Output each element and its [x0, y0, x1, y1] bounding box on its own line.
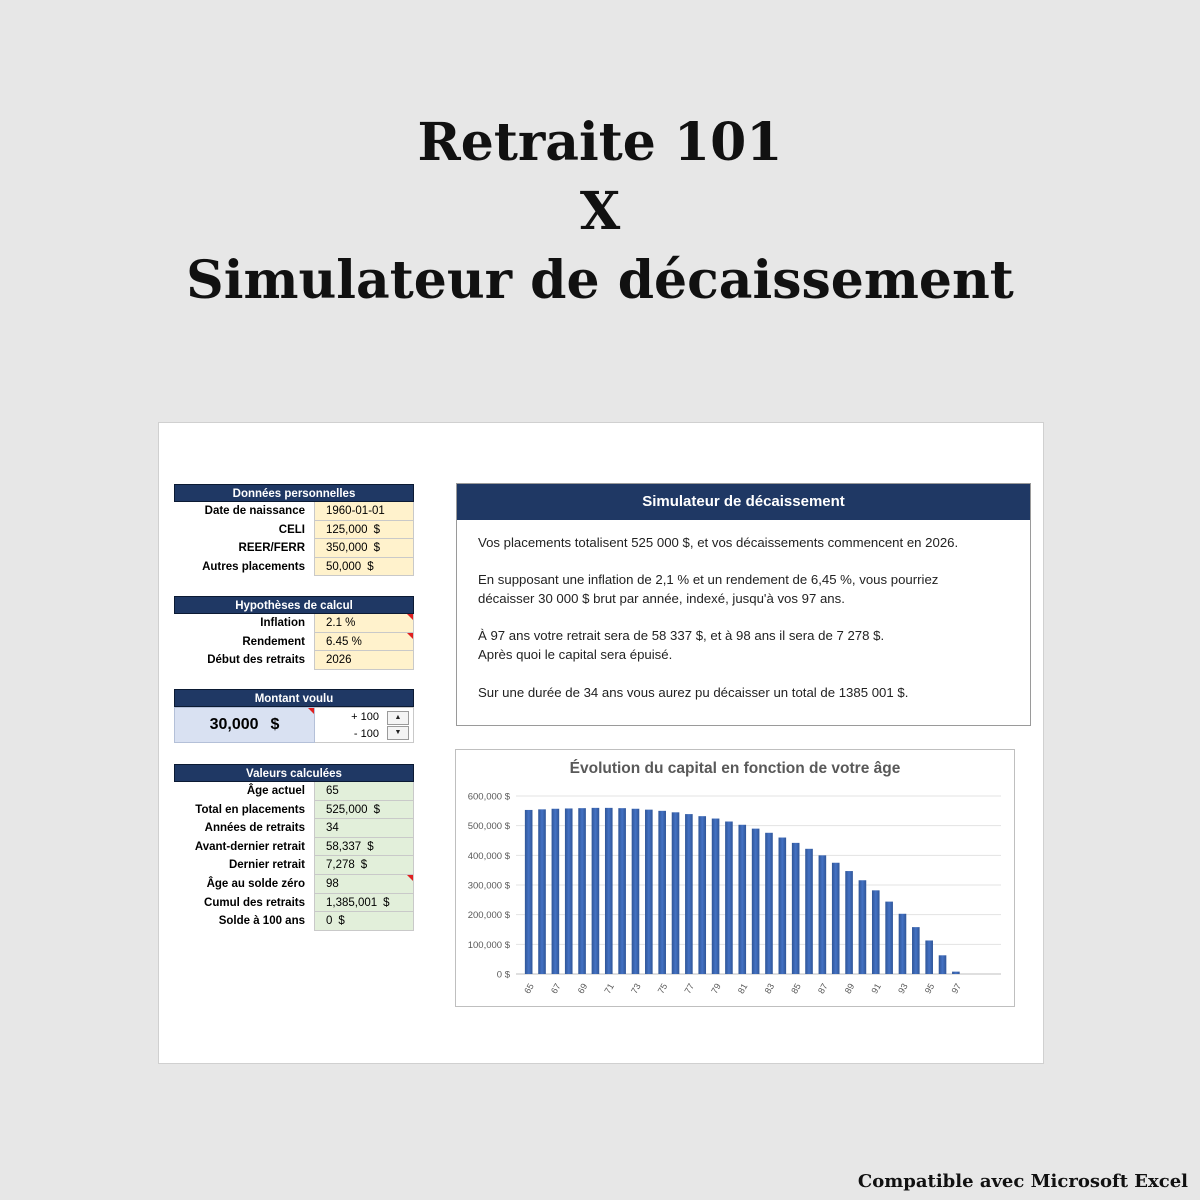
chart-bar — [725, 822, 733, 974]
y-tick-label: 300,000 $ — [467, 880, 510, 892]
chart-bar — [552, 809, 560, 974]
y-tick-label: 500,000 $ — [467, 821, 510, 833]
chart-bar — [712, 819, 720, 974]
table-row — [174, 819, 414, 838]
row-label: Inflation — [260, 617, 305, 629]
row-label: Âge actuel — [246, 785, 305, 797]
y-tick-label: 200,000 $ — [467, 910, 510, 922]
spreadsheet-preview — [158, 422, 1044, 1064]
computed-value: 525,000 $ — [314, 801, 414, 820]
row-label: Avant-dernier retrait — [194, 840, 305, 853]
reer-ferr-input[interactable]: 350,000 $ — [314, 539, 414, 558]
y-tick-label: 400,000 $ — [467, 850, 510, 862]
x-tick-label: 97 — [949, 981, 964, 996]
table-row — [174, 651, 414, 670]
row-label: Cumul des retraits — [204, 896, 305, 909]
row-label: Rendement — [242, 635, 305, 648]
chart-bar — [685, 814, 693, 974]
assumptions-header: Hypothèses de calcul — [174, 596, 414, 614]
x-tick-label: 71 — [602, 981, 617, 996]
table-row — [174, 558, 414, 577]
celi-input[interactable]: 125,000 $ — [314, 521, 414, 540]
y-tick-label: 0 $ — [496, 969, 510, 981]
x-tick-label: 67 — [548, 981, 563, 996]
chart-bar — [672, 812, 680, 974]
summary-paragraph: Vos placements totalisent 525 000 $, et vos décaissements commencent en 2026. — [478, 535, 959, 550]
chart-bar — [752, 829, 760, 974]
chart-bar — [845, 871, 853, 974]
hero-line-3: Simulateur de décaissement — [186, 250, 1014, 311]
desired-amount-panel — [174, 689, 414, 743]
summary-paragraph: Sur une durée de 34 ans vous aurez pu décaisser un total de 1385 001 $. — [478, 684, 909, 700]
chart-bar — [899, 914, 907, 974]
y-tick-label: 100,000 $ — [467, 939, 510, 951]
table-row — [174, 633, 414, 652]
row-label: Date de naissance — [204, 505, 305, 517]
x-tick-label: 73 — [629, 981, 643, 996]
chart-bar — [885, 902, 893, 974]
birth-date-input[interactable]: 1960-01-01 — [314, 502, 414, 521]
chart-bar — [658, 811, 666, 974]
chart-bar — [952, 972, 960, 974]
summary-paragraph: En supposant une inflation de 2,1 % et un rendement de 6,45 %, vous pourriez décaisser 30 000 $ brut par année, indexé, jusqu'à vos 97 ans. — [478, 572, 939, 607]
x-tick-label: 85 — [789, 981, 803, 996]
table-row — [174, 875, 414, 894]
chart-bar — [819, 855, 827, 974]
capital-chart-plot — [456, 750, 1014, 1006]
computed-value: 0 $ — [314, 912, 414, 931]
row-label: Solde à 100 ans — [218, 915, 305, 928]
simulator-summary-text — [457, 520, 1030, 702]
table-row — [174, 856, 414, 875]
chart-title: Évolution du capital en fonction de votre âge — [569, 760, 901, 777]
caret-down-icon: ▼ — [394, 729, 402, 736]
capital-chart — [455, 749, 1015, 1007]
chart-bar — [779, 838, 787, 974]
increment-button[interactable] — [387, 711, 409, 725]
desired-amount-row — [174, 707, 414, 743]
chart-bar — [632, 809, 640, 974]
y-tick-label: 600,000 $ — [467, 791, 510, 803]
caret-up-icon: ▲ — [394, 714, 402, 721]
x-tick-label: 83 — [762, 981, 777, 996]
x-tick-label: 87 — [815, 981, 830, 996]
chart-bar — [605, 808, 613, 974]
assumptions-table — [174, 596, 414, 670]
return-rate-input[interactable]: 6.45 % — [314, 633, 414, 652]
table-row — [174, 521, 414, 540]
amount-stepper — [315, 707, 414, 743]
chart-bar — [525, 810, 533, 974]
chart-bar — [738, 825, 746, 974]
step-minus-label: - 100 — [353, 727, 379, 740]
hero-line-1: Retraite 101 — [417, 112, 783, 173]
inflation-input[interactable]: 2.1 % — [314, 614, 414, 633]
personal-data-table — [174, 484, 414, 576]
x-tick-label: 77 — [682, 981, 697, 996]
row-label: Années de retraits — [204, 822, 305, 835]
table-row — [174, 539, 414, 558]
x-tick-label: 89 — [842, 981, 857, 996]
x-tick-label: 65 — [522, 981, 536, 996]
table-row — [174, 894, 414, 913]
computed-value: 1,385,001 $ — [314, 894, 414, 913]
hero-title — [0, 108, 1200, 315]
chart-bar — [792, 843, 800, 974]
table-row — [174, 912, 414, 931]
table-row — [174, 502, 414, 521]
withdrawal-start-input[interactable]: 2026 — [314, 651, 414, 670]
table-row — [174, 614, 414, 633]
x-tick-label: 81 — [735, 981, 750, 996]
chart-bar — [765, 833, 773, 974]
row-label: REER/FERR — [238, 542, 305, 555]
compatibility-note: Compatible avec Microsoft Excel — [857, 1171, 1188, 1192]
chart-bar — [578, 808, 586, 974]
step-plus-label: + 100 — [351, 710, 379, 723]
other-investments-input[interactable]: 50,000 $ — [314, 558, 414, 577]
chart-bar — [538, 809, 546, 974]
personal-data-header: Données personnelles — [174, 484, 414, 502]
table-row — [174, 782, 414, 801]
chart-bar — [592, 808, 600, 974]
simulator-summary-panel — [456, 483, 1031, 726]
decrement-button[interactable] — [387, 726, 409, 740]
row-label: CELI — [278, 523, 305, 536]
x-tick-label: 93 — [896, 981, 910, 996]
desired-amount-header: Montant voulu — [174, 689, 414, 707]
row-label: Dernier retrait — [228, 859, 305, 872]
computed-value: 7,278 $ — [314, 856, 414, 875]
row-label: Autres placements — [202, 560, 305, 573]
summary-paragraph: À 97 ans votre retrait sera de 58 337 $, et à 98 ans il sera de 7 278 $. Après quoi le capital sera épuisé. — [478, 628, 885, 663]
row-label: Début des retraits — [207, 654, 305, 667]
computed-value: 58,337 $ — [314, 838, 414, 857]
computed-value: 34 — [314, 819, 414, 838]
x-tick-label: 95 — [922, 981, 937, 996]
x-tick-label: 91 — [869, 981, 884, 996]
computed-values-table — [174, 764, 414, 931]
chart-bar — [698, 816, 706, 974]
chart-bar — [872, 890, 880, 974]
computed-value: 98 — [314, 875, 414, 894]
chart-bar — [618, 808, 626, 974]
chart-bar — [912, 927, 920, 974]
x-tick-label: 75 — [655, 981, 670, 996]
chart-bar — [645, 810, 653, 974]
computed-values-header: Valeurs calculées — [174, 764, 414, 782]
row-label: Âge au solde zéro — [206, 877, 305, 890]
x-tick-label: 69 — [575, 981, 590, 996]
chart-bar — [832, 863, 840, 974]
simulator-summary-header: Simulateur de décaissement — [457, 484, 1030, 520]
computed-value: 65 — [314, 782, 414, 801]
desired-amount-input[interactable]: 30,000 $ — [174, 707, 315, 743]
chart-bar — [565, 808, 573, 974]
chart-bar — [925, 940, 933, 974]
hero-line-2: X — [579, 181, 621, 242]
x-tick-label: 79 — [709, 981, 723, 996]
row-label: Total en placements — [195, 803, 305, 816]
table-row — [174, 838, 414, 857]
chart-bar — [805, 849, 813, 974]
chart-bar — [859, 880, 867, 974]
chart-bar — [939, 955, 947, 974]
table-row — [174, 801, 414, 820]
